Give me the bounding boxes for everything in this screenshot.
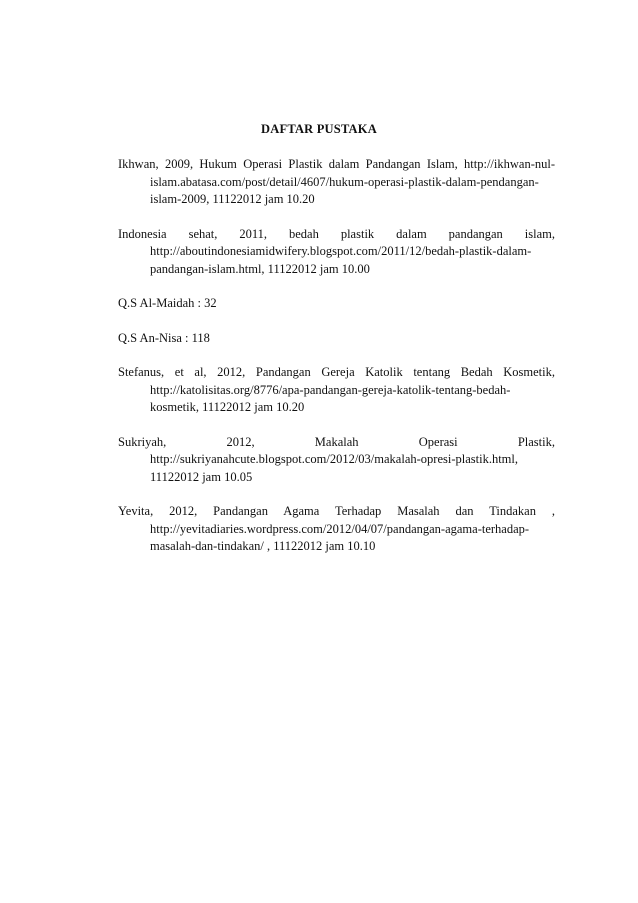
reference-item: Ikhwan, 2009, Hukum Operasi Plastik dalam Pandangan Islam, http://ikhwan-nul-islam.abatasa.com/post/detail/4607/hukum-operasi-plastik-dalam-pendangan-islam-2009, 11122012 jam 10.20 [118,157,555,206]
reference-list [118,156,555,573]
reference-item: Q.S Al-Maidah : 32 [118,296,217,310]
reference-item: Yevita, 2012, Pandangan Agama Terhadap Masalah dan Tindakan , http://yevitadiaries.wordpress.com/2012/04/07/pandangan-agama-terhadap-masalah-dan-tindakan/ , 11122012 jam 10.10 [118,504,555,553]
reference-item: Q.S An-Nisa : 118 [118,330,210,345]
reference-item: Stefanus, et al, 2012, Pandangan Gereja Katolik tentang Bedah Kosmetik, http://katolisitas.org/8776/apa-pandangan-gereja-katolik-tentang-bedah-kosmetik, 11122012 jam 10.20 [118,365,555,414]
page-title: DAFTAR PUSTAKA [261,122,377,136]
reference-item: Sukriyah, 2012, Makalah Operasi Plastik, http://sukriyanahcute.blogspot.com/2012/03/makalah-opresi-plastik.html, 11122012 jam 10.05 [118,434,555,484]
reference-item: Indonesia sehat, 2011, bedah plastik dalam pandangan islam, http://aboutindonesiamidwifery.blogspot.com/2011/12/bedah-plastik-dalam-pandangan-islam.html, 11122012 jam 10.00 [118,226,555,276]
